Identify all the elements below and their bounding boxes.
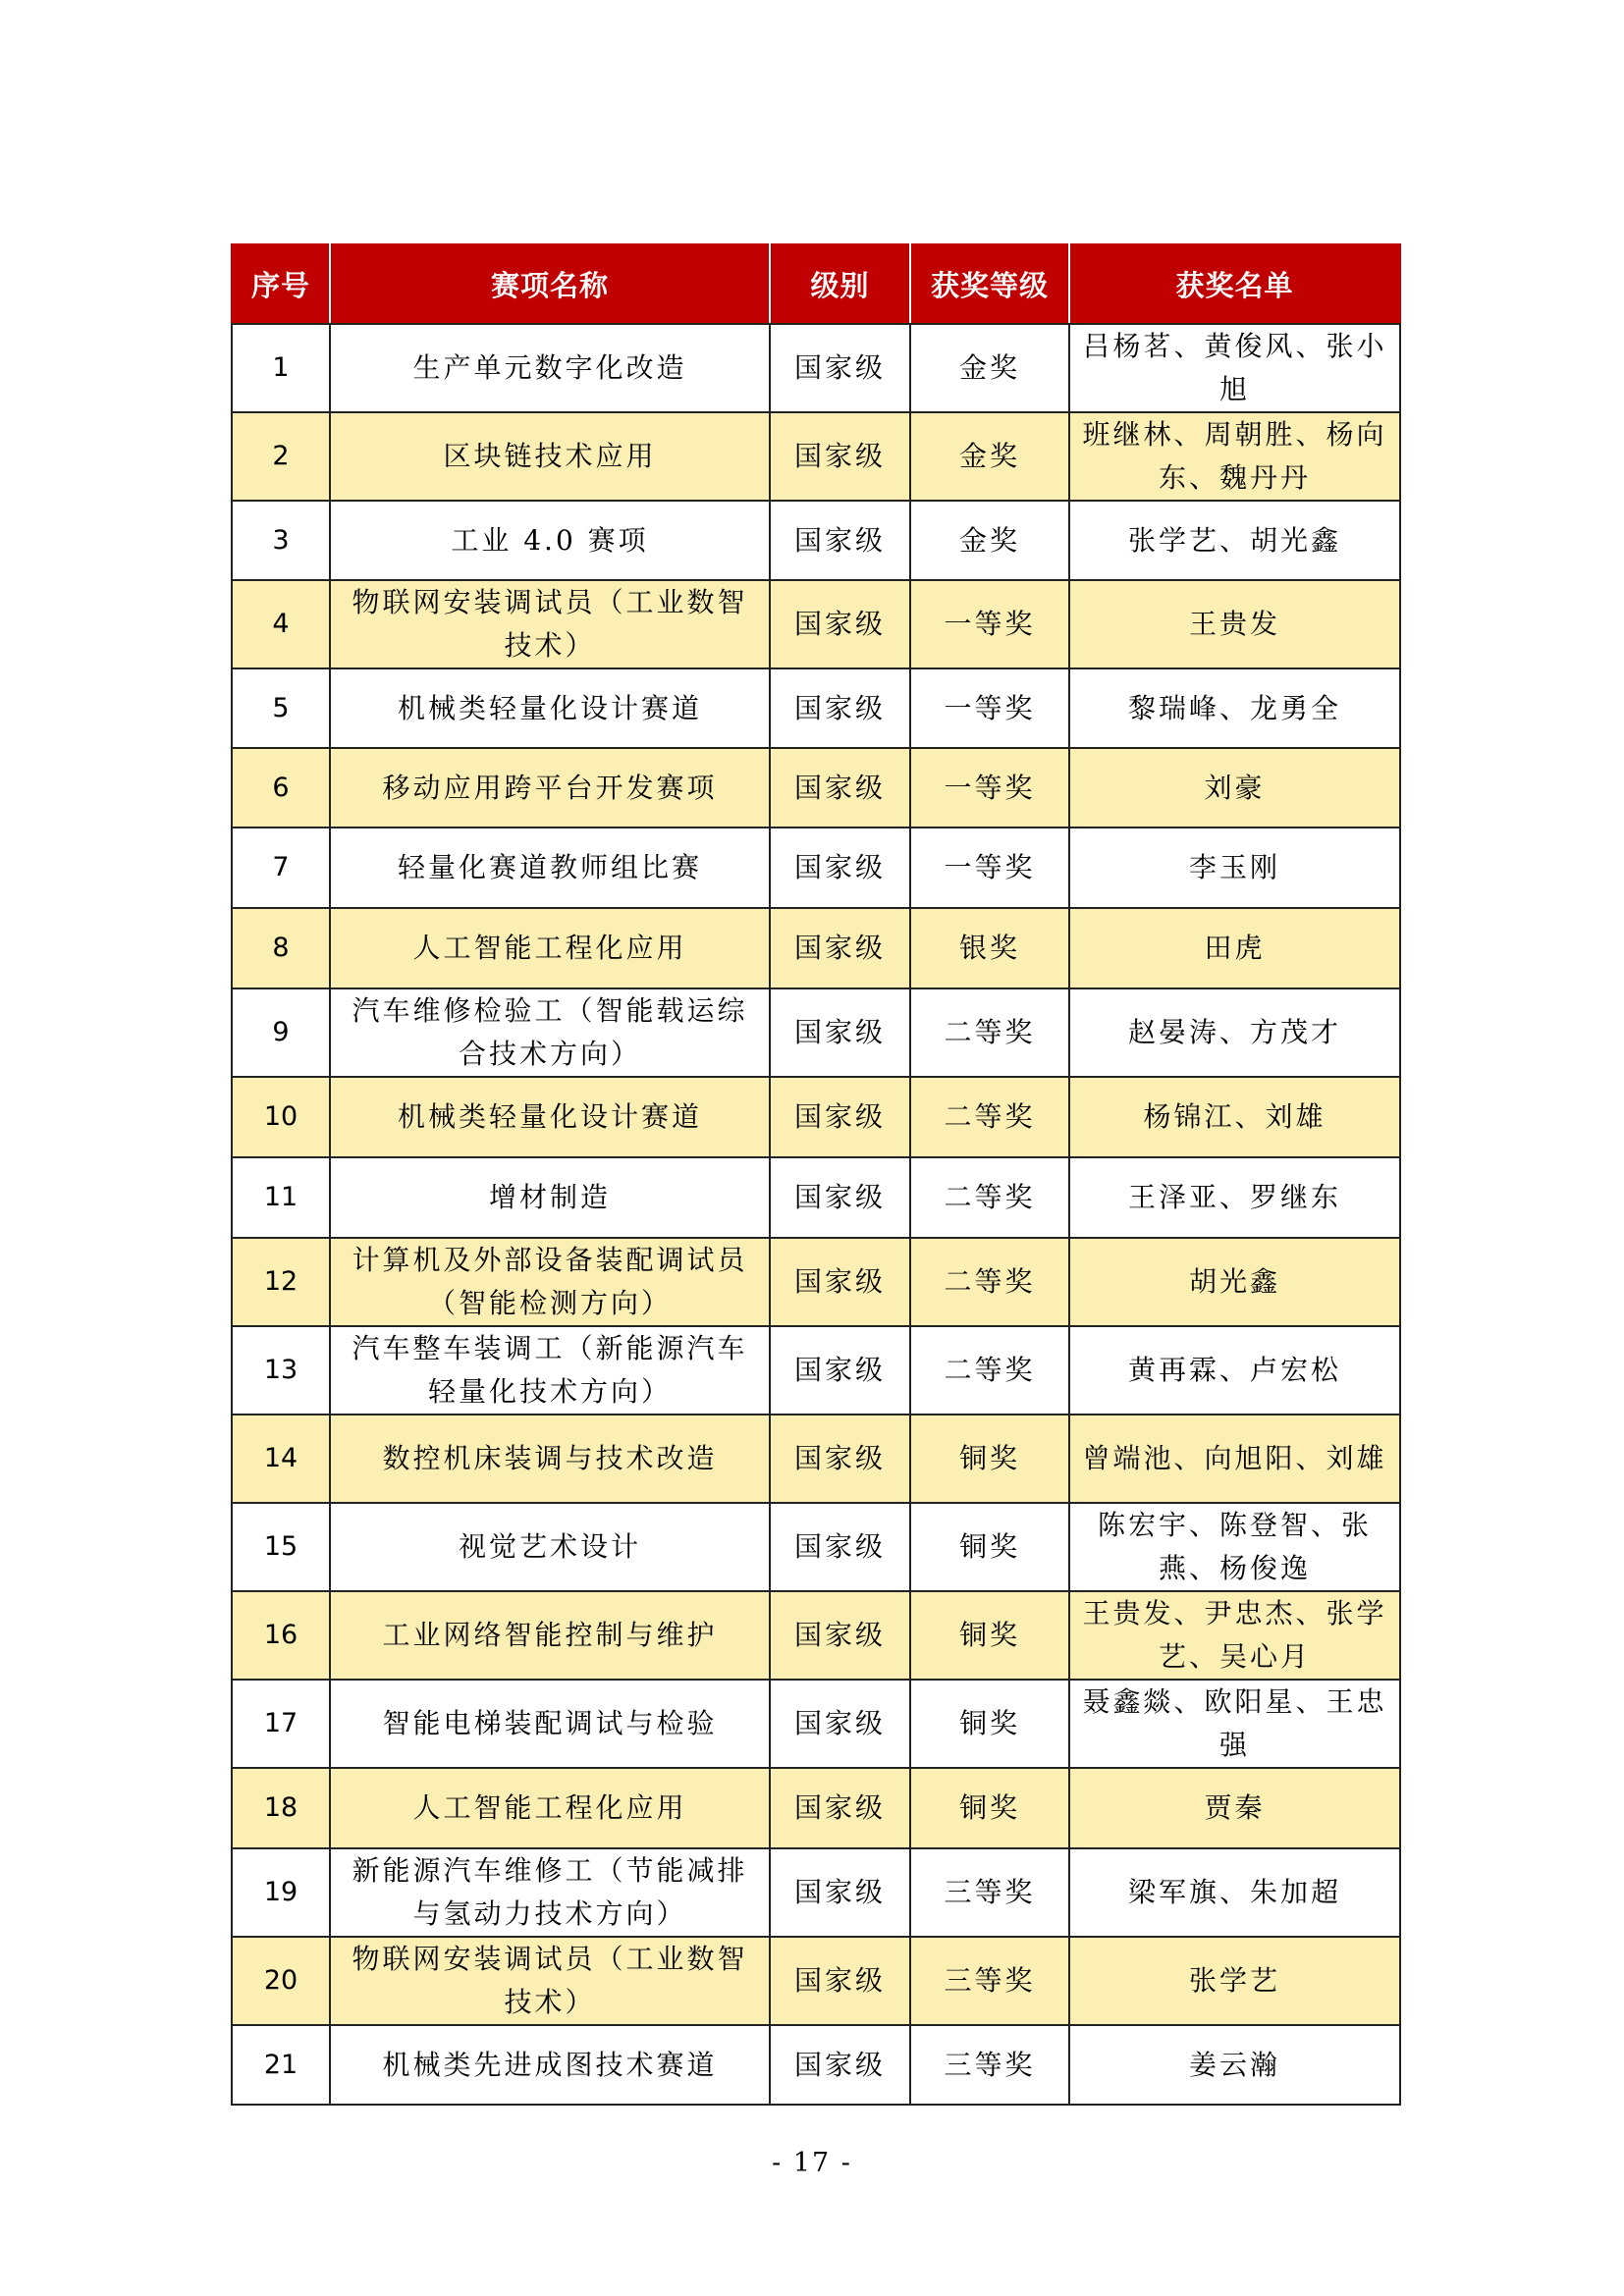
cell-no: 1: [232, 324, 330, 412]
cell-names: 班继林、周朝胜、杨向东、魏丹丹: [1069, 412, 1400, 501]
cell-level: 国家级: [770, 1326, 910, 1415]
cell-event: 机械类轻量化设计赛道: [330, 668, 770, 748]
cell-names: 王泽亚、罗继东: [1069, 1157, 1400, 1238]
cell-event: 计算机及外部设备装配调试员（智能检测方向）: [330, 1238, 770, 1326]
table-row: [232, 501, 1400, 580]
cell-level: 国家级: [770, 1415, 910, 1503]
cell-names: 姜云瀚: [1069, 2025, 1400, 2105]
cell-level: 国家级: [770, 1768, 910, 1848]
cell-no: 3: [232, 501, 330, 580]
cell-level: 国家级: [770, 1680, 910, 1768]
cell-level: 国家级: [770, 501, 910, 580]
cell-award: 金奖: [910, 501, 1069, 580]
cell-level: 国家级: [770, 580, 910, 668]
cell-no: 9: [232, 988, 330, 1077]
cell-names: 贾秦: [1069, 1768, 1400, 1848]
cell-level: 国家级: [770, 748, 910, 828]
cell-event: 机械类轻量化设计赛道: [330, 1077, 770, 1157]
cell-names: 杨锦江、刘雄: [1069, 1077, 1400, 1157]
cell-award: 三等奖: [910, 2025, 1069, 2105]
table-row: [232, 668, 1400, 748]
cell-level: 国家级: [770, 1157, 910, 1238]
table-body: [232, 324, 1400, 2105]
cell-level: 国家级: [770, 1848, 910, 1937]
cell-event: 数控机床装调与技术改造: [330, 1415, 770, 1503]
table-row: [232, 1503, 1400, 1591]
table-row: [232, 1937, 1400, 2025]
cell-award: 金奖: [910, 412, 1069, 501]
cell-names: 聂鑫燚、欧阳星、王忠强: [1069, 1680, 1400, 1768]
header-names: 获奖名单: [1069, 244, 1400, 324]
cell-event: 区块链技术应用: [330, 412, 770, 501]
cell-level: 国家级: [770, 668, 910, 748]
table-row: [232, 1680, 1400, 1768]
cell-award: 二等奖: [910, 988, 1069, 1077]
table-row: [232, 1077, 1400, 1157]
cell-event: 轻量化赛道教师组比赛: [330, 828, 770, 908]
cell-award: 三等奖: [910, 1848, 1069, 1937]
cell-level: 国家级: [770, 908, 910, 988]
header-row: [232, 244, 1400, 324]
cell-event: 移动应用跨平台开发赛项: [330, 748, 770, 828]
cell-award: 铜奖: [910, 1415, 1069, 1503]
cell-no: 15: [232, 1503, 330, 1591]
table-row: [232, 908, 1400, 988]
cell-award: 二等奖: [910, 1157, 1069, 1238]
cell-event: 汽车维修检验工（智能载运综合技术方向）: [330, 988, 770, 1077]
cell-event: 人工智能工程化应用: [330, 908, 770, 988]
cell-award: 二等奖: [910, 1238, 1069, 1326]
cell-no: 4: [232, 580, 330, 668]
cell-award: 一等奖: [910, 668, 1069, 748]
cell-names: 王贵发: [1069, 580, 1400, 668]
cell-no: 2: [232, 412, 330, 501]
cell-award: 银奖: [910, 908, 1069, 988]
cell-level: 国家级: [770, 1077, 910, 1157]
award-table: [231, 243, 1401, 2106]
table-row: [232, 748, 1400, 828]
header-no: 序号: [232, 244, 330, 324]
cell-no: 12: [232, 1238, 330, 1326]
cell-level: 国家级: [770, 324, 910, 412]
cell-names: 李玉刚: [1069, 828, 1400, 908]
cell-event: 汽车整车装调工（新能源汽车轻量化技术方向）: [330, 1326, 770, 1415]
cell-award: 一等奖: [910, 580, 1069, 668]
cell-level: 国家级: [770, 1591, 910, 1680]
cell-names: 张学艺: [1069, 1937, 1400, 2025]
cell-no: 13: [232, 1326, 330, 1415]
cell-no: 20: [232, 1937, 330, 2025]
cell-event: 视觉艺术设计: [330, 1503, 770, 1591]
cell-award: 二等奖: [910, 1077, 1069, 1157]
cell-level: 国家级: [770, 828, 910, 908]
cell-event: 新能源汽车维修工（节能减排与氢动力技术方向）: [330, 1848, 770, 1937]
cell-award: 铜奖: [910, 1768, 1069, 1848]
cell-no: 16: [232, 1591, 330, 1680]
table-row: [232, 1326, 1400, 1415]
cell-event: 工业 4.0 赛项: [330, 501, 770, 580]
cell-no: 17: [232, 1680, 330, 1768]
table-header: [232, 244, 1400, 324]
cell-names: 刘豪: [1069, 748, 1400, 828]
table-row: [232, 324, 1400, 412]
header-event: 赛项名称: [330, 244, 770, 324]
cell-award: 二等奖: [910, 1326, 1069, 1415]
cell-names: 黎瑞峰、龙勇全: [1069, 668, 1400, 748]
cell-level: 国家级: [770, 988, 910, 1077]
cell-no: 5: [232, 668, 330, 748]
cell-no: 14: [232, 1415, 330, 1503]
table-row: [232, 1768, 1400, 1848]
cell-award: 金奖: [910, 324, 1069, 412]
page-number: - 17 -: [772, 2148, 852, 2178]
cell-award: 一等奖: [910, 748, 1069, 828]
cell-no: 11: [232, 1157, 330, 1238]
cell-award: 铜奖: [910, 1503, 1069, 1591]
cell-level: 国家级: [770, 1937, 910, 2025]
table-row: [232, 1157, 1400, 1238]
table-row: [232, 1415, 1400, 1503]
table-row: [232, 1238, 1400, 1326]
cell-event: 工业网络智能控制与维护: [330, 1591, 770, 1680]
cell-level: 国家级: [770, 2025, 910, 2105]
cell-event: 物联网安装调试员（工业数智技术）: [330, 1937, 770, 2025]
cell-no: 6: [232, 748, 330, 828]
cell-names: 王贵发、尹忠杰、张学艺、吴心月: [1069, 1591, 1400, 1680]
table-row: [232, 1591, 1400, 1680]
cell-names: 赵晏涛、方茂才: [1069, 988, 1400, 1077]
table-row: [232, 828, 1400, 908]
cell-level: 国家级: [770, 412, 910, 501]
cell-no: 18: [232, 1768, 330, 1848]
cell-award: 铜奖: [910, 1591, 1069, 1680]
table-row: [232, 2025, 1400, 2105]
cell-award: 三等奖: [910, 1937, 1069, 2025]
table-row: [232, 412, 1400, 501]
cell-no: 8: [232, 908, 330, 988]
cell-names: 陈宏宇、陈登智、张燕、杨俊逸: [1069, 1503, 1400, 1591]
cell-event: 生产单元数字化改造: [330, 324, 770, 412]
cell-level: 国家级: [770, 1238, 910, 1326]
table-row: [232, 580, 1400, 668]
cell-names: 梁军旗、朱加超: [1069, 1848, 1400, 1937]
table-row: [232, 988, 1400, 1077]
table-row: [232, 1848, 1400, 1937]
cell-no: 21: [232, 2025, 330, 2105]
cell-event: 人工智能工程化应用: [330, 1768, 770, 1848]
cell-event: 机械类先进成图技术赛道: [330, 2025, 770, 2105]
cell-names: 张学艺、胡光鑫: [1069, 501, 1400, 580]
cell-names: 吕杨茗、黄俊风、张小旭: [1069, 324, 1400, 412]
cell-no: 10: [232, 1077, 330, 1157]
cell-event: 智能电梯装配调试与检验: [330, 1680, 770, 1768]
cell-event: 物联网安装调试员（工业数智技术）: [330, 580, 770, 668]
header-level: 级别: [770, 244, 910, 324]
cell-names: 胡光鑫: [1069, 1238, 1400, 1326]
cell-level: 国家级: [770, 1503, 910, 1591]
cell-no: 19: [232, 1848, 330, 1937]
cell-names: 田虎: [1069, 908, 1400, 988]
cell-no: 7: [232, 828, 330, 908]
cell-event: 增材制造: [330, 1157, 770, 1238]
cell-award: 铜奖: [910, 1680, 1069, 1768]
cell-award: 一等奖: [910, 828, 1069, 908]
cell-names: 曾端池、向旭阳、刘雄: [1069, 1415, 1400, 1503]
cell-names: 黄再霖、卢宏松: [1069, 1326, 1400, 1415]
header-award: 获奖等级: [910, 244, 1069, 324]
